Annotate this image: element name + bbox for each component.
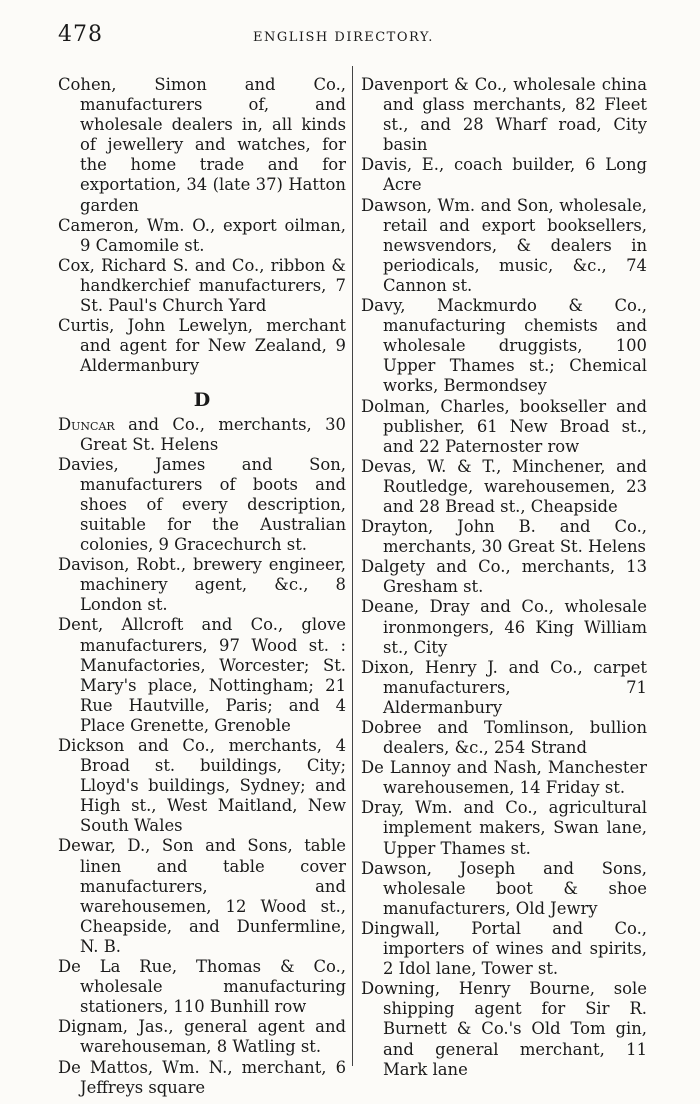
directory-entry: Dalgety and Co., merchants, 13 Gresham st. <box>361 557 647 597</box>
directory-entry: Dray, Wm. and Co., agricultural implement makers, Swan lane, Upper Thames st. <box>361 798 647 858</box>
directory-entry: Davis, E., coach builder, 6 Long Acre <box>361 155 647 195</box>
directory-entry: Cameron, Wm. O., export oilman, 9 Camomile st. <box>58 215 346 255</box>
directory-entry: Dickson and Co., merchants, 4 Broad st. buildings, City; Lloyd's buildings, Sydney; and High st., West Maitland, New South Wales <box>58 736 346 836</box>
directory-entry: Dent, Allcroft and Co., glove manufacturers, 97 Wood st. : Manufactories, Worcester; St. Mary's place, Nottingham; 21 Rue Hautville, Paris; and 4 Place Grenette, Grenoble <box>58 615 346 735</box>
directory-entry: Davies, James and Son, manufacturers of boots and shoes of every description, suitable for the Australian colonies, 9 Gracechurch st. <box>58 454 346 555</box>
directory-entry: Dixon, Henry J. and Co., carpet manufacturers, 71 Aldermanbury <box>361 657 647 717</box>
directory-entry: Davy, Mackmurdo & Co., manufacturing chemists and wholesale druggists, 100 Upper Thames st.; Chemical works, Bermondsey <box>361 296 647 396</box>
page-number: 478 <box>58 22 103 47</box>
directory-entry: Cohen, Simon and Co., manufacturers of, and wholesale dealers in, all kinds of jewellery and watches, for the home trade and for exportation, 34 (late 37) Hatton garden <box>58 75 346 215</box>
directory-entry: Drayton, John B. and Co., merchants, 30 Great St. Helens <box>361 517 647 557</box>
directory-entry: Dolman, Charles, bookseller and publisher, 61 New Broad st., and 22 Paternoster row <box>361 396 647 456</box>
directory-entry: Cox, Richard S. and Co., ribbon & handkerchief manufacturers, 7 St. Paul's Church Yard <box>58 255 346 316</box>
directory-entry: Dignam, Jas., general agent and warehouseman, 8 Watling st. <box>58 1017 346 1057</box>
directory-entry <box>58 415 346 455</box>
directory-entry: Downing, Henry Bourne, sole shipping agent for Sir R. Burnett & Co.'s Old Tom gin, and general merchant, 11 Mark lane <box>361 979 647 1079</box>
directory-entry: Dewar, D., Son and Sons, table linen and table cover manufacturers, and warehousemen, 12 Wood st., Cheapside, and Dunfermline, N. B. <box>58 836 346 956</box>
entry-name-small-caps: Duncar <box>58 414 115 434</box>
section-heading-d: D <box>193 389 211 412</box>
column-divider <box>352 66 353 1066</box>
directory-entry: De Mattos, Wm. N., merchant, 6 Jeffreys square <box>58 1057 346 1097</box>
directory-entry: Davenport & Co., wholesale china and glass merchants, 82 Fleet st., and 28 Wharf road, City basin <box>361 75 647 155</box>
running-title: ENGLISH DIRECTORY. <box>253 30 434 45</box>
directory-entry: De La Rue, Thomas & Co., wholesale manufacturing stationers, 110 Bunhill row <box>58 957 346 1017</box>
left-column <box>58 75 346 1098</box>
directory-entry: Curtis, John Lewelyn, merchant and agent for New Zealand, 9 Aldermanbury <box>58 316 346 376</box>
directory-entry: Dingwall, Portal and Co., importers of wines and spirits, 2 Idol lane, Tower st. <box>361 918 647 979</box>
directory-entry: Devas, W. & T., Minchener, and Routledge, warehousemen, 23 and 28 Bread st., Cheapside <box>361 456 647 516</box>
directory-entry: Dobree and Tomlinson, bullion dealers, &c., 254 Strand <box>361 718 647 758</box>
directory-entry: Deane, Dray and Co., wholesale ironmongers, 46 King William st., City <box>361 597 647 657</box>
page-header <box>58 22 648 54</box>
directory-entry: Davison, Robt., brewery engineer, machinery agent, &c., 8 London st. <box>58 555 346 615</box>
entry-text: and Co., merchants, 30 Great St. Helens <box>80 414 346 454</box>
directory-entry: De Lannoy and Nash, Manchester warehousemen, 14 Friday st. <box>361 758 647 798</box>
directory-entry: Dawson, Joseph and Sons, wholesale boot & shoe manufacturers, Old Jewry <box>361 858 647 918</box>
directory-entry: Dawson, Wm. and Son, wholesale, retail and export booksellers, newsvendors, & dealers in periodicals, music, &c., 74 Cannon st. <box>361 195 647 295</box>
right-column <box>361 75 647 1080</box>
